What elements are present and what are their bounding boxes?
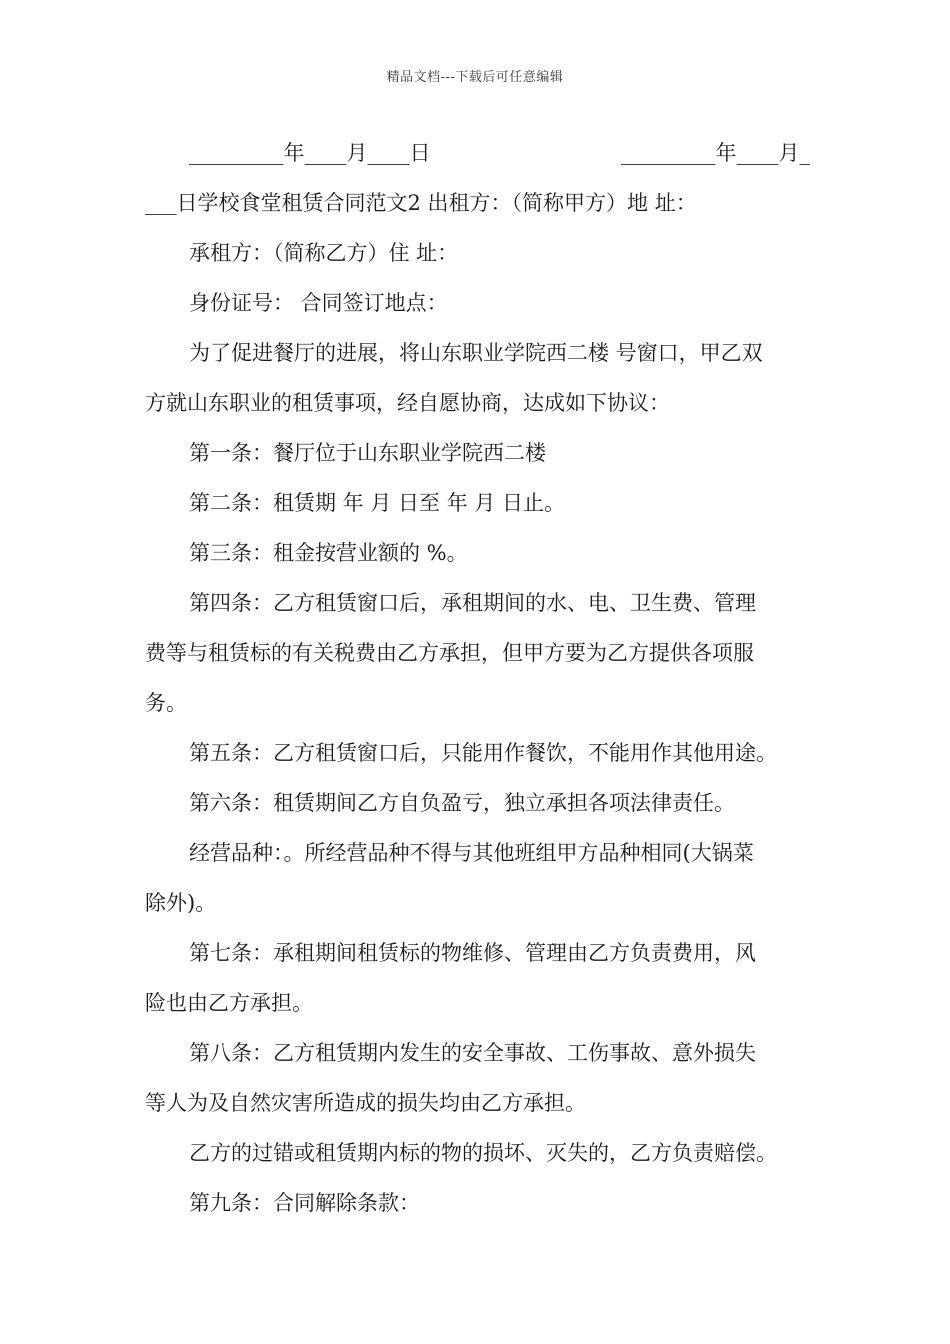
text-line: 乙方的过错或租赁期内标的物的损坏、灭失的，乙方负责赔偿。: [189, 1141, 777, 1165]
text-line: 险也由乙方承担。: [145, 991, 313, 1015]
date-blank-left: _________年____月____日: [189, 141, 431, 165]
text-line: 第六条：租赁期间乙方自负盈亏，独立承担各项法律责任。: [189, 791, 735, 815]
text-line: 第九条：合同解除条款：: [189, 1191, 420, 1215]
text-line: 经营品种：。所经营品种不得与其他班组甲方品种相同(大锅菜: [189, 841, 754, 865]
text-line: 第四条：乙方租赁窗口后，承租期间的水、电、卫生费、管理: [189, 591, 756, 615]
text-line: 第三条：租金按营业额的 %。: [189, 541, 468, 565]
text-line: 身份证号： 合同签订地点：: [189, 291, 448, 315]
text-line: 除外)。: [145, 891, 217, 915]
text-line: 费等与租赁标的有关税费由乙方承担，但甲方要为乙方提供各项服: [145, 641, 754, 665]
document-body: [145, 128, 810, 1228]
text-line: 方就山东职业的租赁事项，经自愿协商，达成如下协议：: [145, 391, 670, 415]
text-line: 为了促进餐厅的进展，将山东职业学院西二楼 号窗口，甲乙双: [189, 341, 763, 365]
text-line: 务。: [145, 691, 187, 715]
page-header: 精品文档---下载后可任意编辑: [386, 70, 564, 85]
text-line: ___日学校食堂租赁合同范文2 出租方：（简称甲方）地 址：: [145, 191, 697, 215]
text-line: 承租方：（简称乙方）住 址：: [189, 241, 459, 265]
text-line: 等人为及自然灾害所造成的损失均由乙方承担。: [145, 1091, 586, 1115]
text-line: 第二条：租赁期 年 月 日至 年 月 日止。: [189, 491, 566, 515]
text-line: 第七条：承租期间租赁标的物维修、管理由乙方负责费用，风: [189, 941, 756, 965]
date-line: [145, 128, 810, 178]
text-line: 第五条：乙方租赁窗口后，只能用作餐饮，不能用作其他用途。: [189, 741, 777, 765]
text-line: 第一条：餐厅位于山东职业学院西二楼: [189, 441, 546, 465]
date-blank-right: _________年____月_: [621, 141, 810, 165]
text-line: 第八条：乙方租赁期内发生的安全事故、工伤事故、意外损失: [189, 1041, 756, 1065]
paragraph-lines: [145, 178, 810, 1228]
